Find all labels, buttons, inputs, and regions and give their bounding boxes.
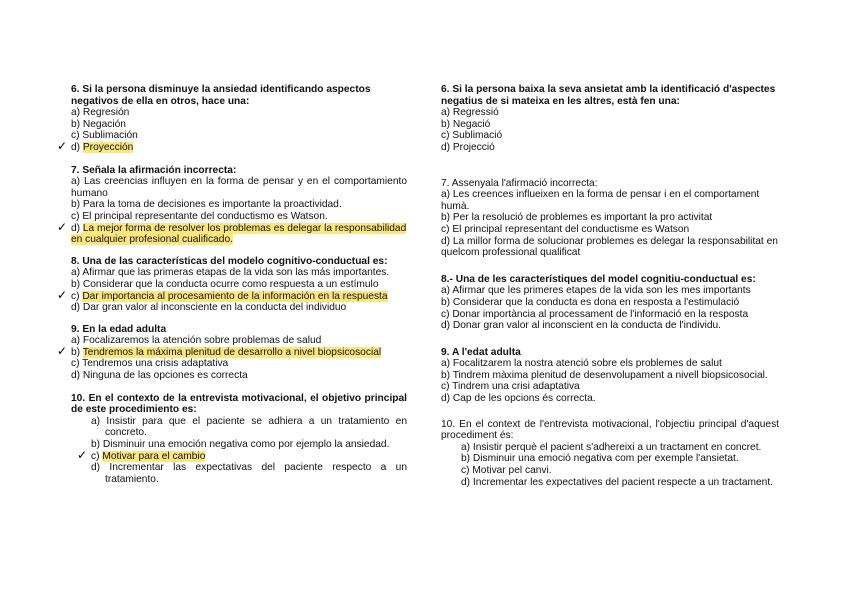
option-d: d) Incrementar las expectativas del paciente respecto a un tratamiento. bbox=[91, 462, 407, 485]
question-title: 10. En el context de l'entrevista motivacional, l'objectiu principal d'aquest procediment és: bbox=[441, 418, 779, 442]
option-a: a) Regresión bbox=[71, 107, 130, 119]
option-a: a) Afirmar que las primeras etapas de la vida son las más importantes. bbox=[71, 267, 390, 279]
option-prefix: c) bbox=[91, 450, 103, 462]
option-c: c) Sublimación bbox=[71, 130, 138, 142]
question-title: 10. En el contexto de la entrevista motivacional, el objetivo principal de este procedimiento es: bbox=[71, 392, 407, 416]
option-a: a) Insistir perquè el pacient s'adhereixi a un tractament en concret. bbox=[461, 441, 762, 453]
question-7-ca bbox=[441, 178, 779, 259]
option-d-correct bbox=[57, 219, 407, 246]
question-title: 6. Si la persona baixa la seva ansietat amb la identificació d'aspectes negatius de si mateixa en les altres, està fen una: bbox=[441, 84, 776, 107]
checkmark-icon: ✓ bbox=[57, 287, 68, 302]
question-title: 7. Señala la afirmación incorrecta: bbox=[71, 164, 237, 176]
question-title: 8.- Una de les característiques del model cognitiu-conductual es: bbox=[441, 273, 756, 285]
option-b: b) Negació bbox=[441, 118, 491, 130]
option-c: c) Tindrem una crisi adaptativa bbox=[441, 381, 580, 393]
option-b: b) Negación bbox=[71, 118, 126, 130]
option-c: c) Donar importància al processament de l'informació en la resposta bbox=[441, 308, 749, 320]
checkmark-icon: ✓ bbox=[77, 447, 88, 462]
option-a: a) Las creencias influyen en la forma de pensar y en el comportamiento humano bbox=[71, 176, 407, 199]
option-b: b) Para la toma de decisiones es importante la proactividad. bbox=[71, 199, 342, 211]
highlighted-answer: Proyección bbox=[82, 141, 134, 153]
option-c: c) El principal representant del conductisme es Watson bbox=[441, 223, 690, 235]
question-6-es bbox=[57, 84, 407, 154]
question-title: 8. Una de las características del modelo cognitivo-conductual es: bbox=[71, 255, 388, 267]
highlighted-answer: Motivar para el cambio bbox=[102, 450, 206, 462]
option-prefix: b) bbox=[71, 346, 83, 358]
option-b: b) Disminuir una emoció negativa com per exemple l'ansietat. bbox=[461, 453, 739, 465]
option-b: b) Tindrem màxima plenitud de desenvolupament a nivell biopsicosocial. bbox=[441, 369, 768, 381]
option-c: c) Tendremos una crisis adaptativa bbox=[71, 358, 229, 370]
option-d: d) La millor forma de solucionar problemes es delegar la responsabilitat en quelcom professional qualificat bbox=[441, 235, 778, 259]
checkmark-icon: ✓ bbox=[57, 219, 68, 234]
question-6-ca bbox=[441, 84, 779, 154]
option-d-correct bbox=[57, 138, 407, 154]
question-10-es bbox=[71, 393, 407, 486]
question-title: 7. Assenyala l'afirmació incorrecta: bbox=[441, 177, 598, 189]
option-a: a) Regressió bbox=[441, 107, 499, 119]
question-8-es bbox=[57, 255, 407, 314]
question-title: 9. En la edad adulta bbox=[71, 323, 167, 335]
option-b-correct bbox=[57, 343, 407, 359]
option-c: c) Motivar pel canvi. bbox=[461, 465, 552, 477]
question-title: 6. Si la persona disminuye la ansiedad identificando aspectos negativos de ella en otros, hace una: bbox=[71, 84, 371, 107]
highlighted-answer: La mejor forma de resolver los problemas es delegar la responsabilidad en cualquier profesional cualificado. bbox=[71, 222, 407, 246]
catalan-column bbox=[441, 84, 779, 488]
option-b: b) Per la resolució de problemes es important la pro activitat bbox=[441, 212, 713, 224]
option-b: b) Disminuir una emoción negativa como por ejemplo la ansiedad. bbox=[91, 439, 390, 451]
option-a: a) Focalitzarem la nostra atenció sobre els problemes de salut bbox=[441, 358, 722, 370]
checkmark-icon: ✓ bbox=[57, 343, 68, 358]
question-10-ca bbox=[441, 419, 779, 489]
option-a: a) Afirmar que les primeres etapes de la vida son les mes importants bbox=[441, 285, 751, 297]
option-d: d) Dar gran valor al inconsciente en la conducta del individuo bbox=[71, 302, 347, 314]
option-a: a) Insistir para que el paciente se adhiera a un tratamiento en concreto. bbox=[91, 415, 407, 439]
option-d: d) Ninguna de las opciones es correcta bbox=[71, 370, 248, 382]
highlighted-answer: Tendremos la máxima plenitud de desarrollo a nivel biopsicosocial bbox=[82, 346, 382, 358]
option-c-correct bbox=[71, 447, 407, 463]
option-a: a) Les creences influeixen en la forma de pensar i en el comportament humà. bbox=[441, 189, 760, 212]
option-prefix: d) bbox=[71, 222, 83, 234]
option-d: d) Donar gran valor al inconscient en la conducta de l'individu. bbox=[441, 320, 722, 332]
option-prefix: c) bbox=[71, 290, 83, 302]
question-9-ca bbox=[441, 347, 779, 405]
option-c: c) El principal representante del conductismo es Watson. bbox=[71, 210, 328, 222]
option-d: d) Projecció bbox=[441, 141, 495, 153]
option-d: d) Incrementar les expectatives del pacient respecte a un tractament. bbox=[461, 476, 774, 488]
spanish-column bbox=[57, 84, 407, 485]
option-c: c) Sublimació bbox=[441, 130, 503, 142]
option-b: b) Considerar que la conducta es dona en resposta a l'estimulació bbox=[441, 296, 740, 308]
option-b: b) Considerar que la conducta ocurre como respuesta a un estímulo bbox=[71, 278, 379, 290]
option-a: a) Focalizaremos la atención sobre problemas de salud bbox=[71, 335, 322, 347]
checkmark-icon: ✓ bbox=[57, 138, 68, 153]
option-c-correct bbox=[57, 287, 407, 303]
question-7-es bbox=[57, 164, 407, 246]
option-prefix: d) bbox=[71, 141, 83, 153]
question-9-es bbox=[57, 323, 407, 382]
highlighted-answer: Dar importancia al procesamiento de la información en la respuesta bbox=[82, 290, 388, 302]
option-d: d) Cap de les opcions és correcta. bbox=[441, 393, 596, 405]
question-title: 9. A l'edat adulta bbox=[441, 346, 521, 358]
question-8-ca bbox=[441, 274, 779, 332]
